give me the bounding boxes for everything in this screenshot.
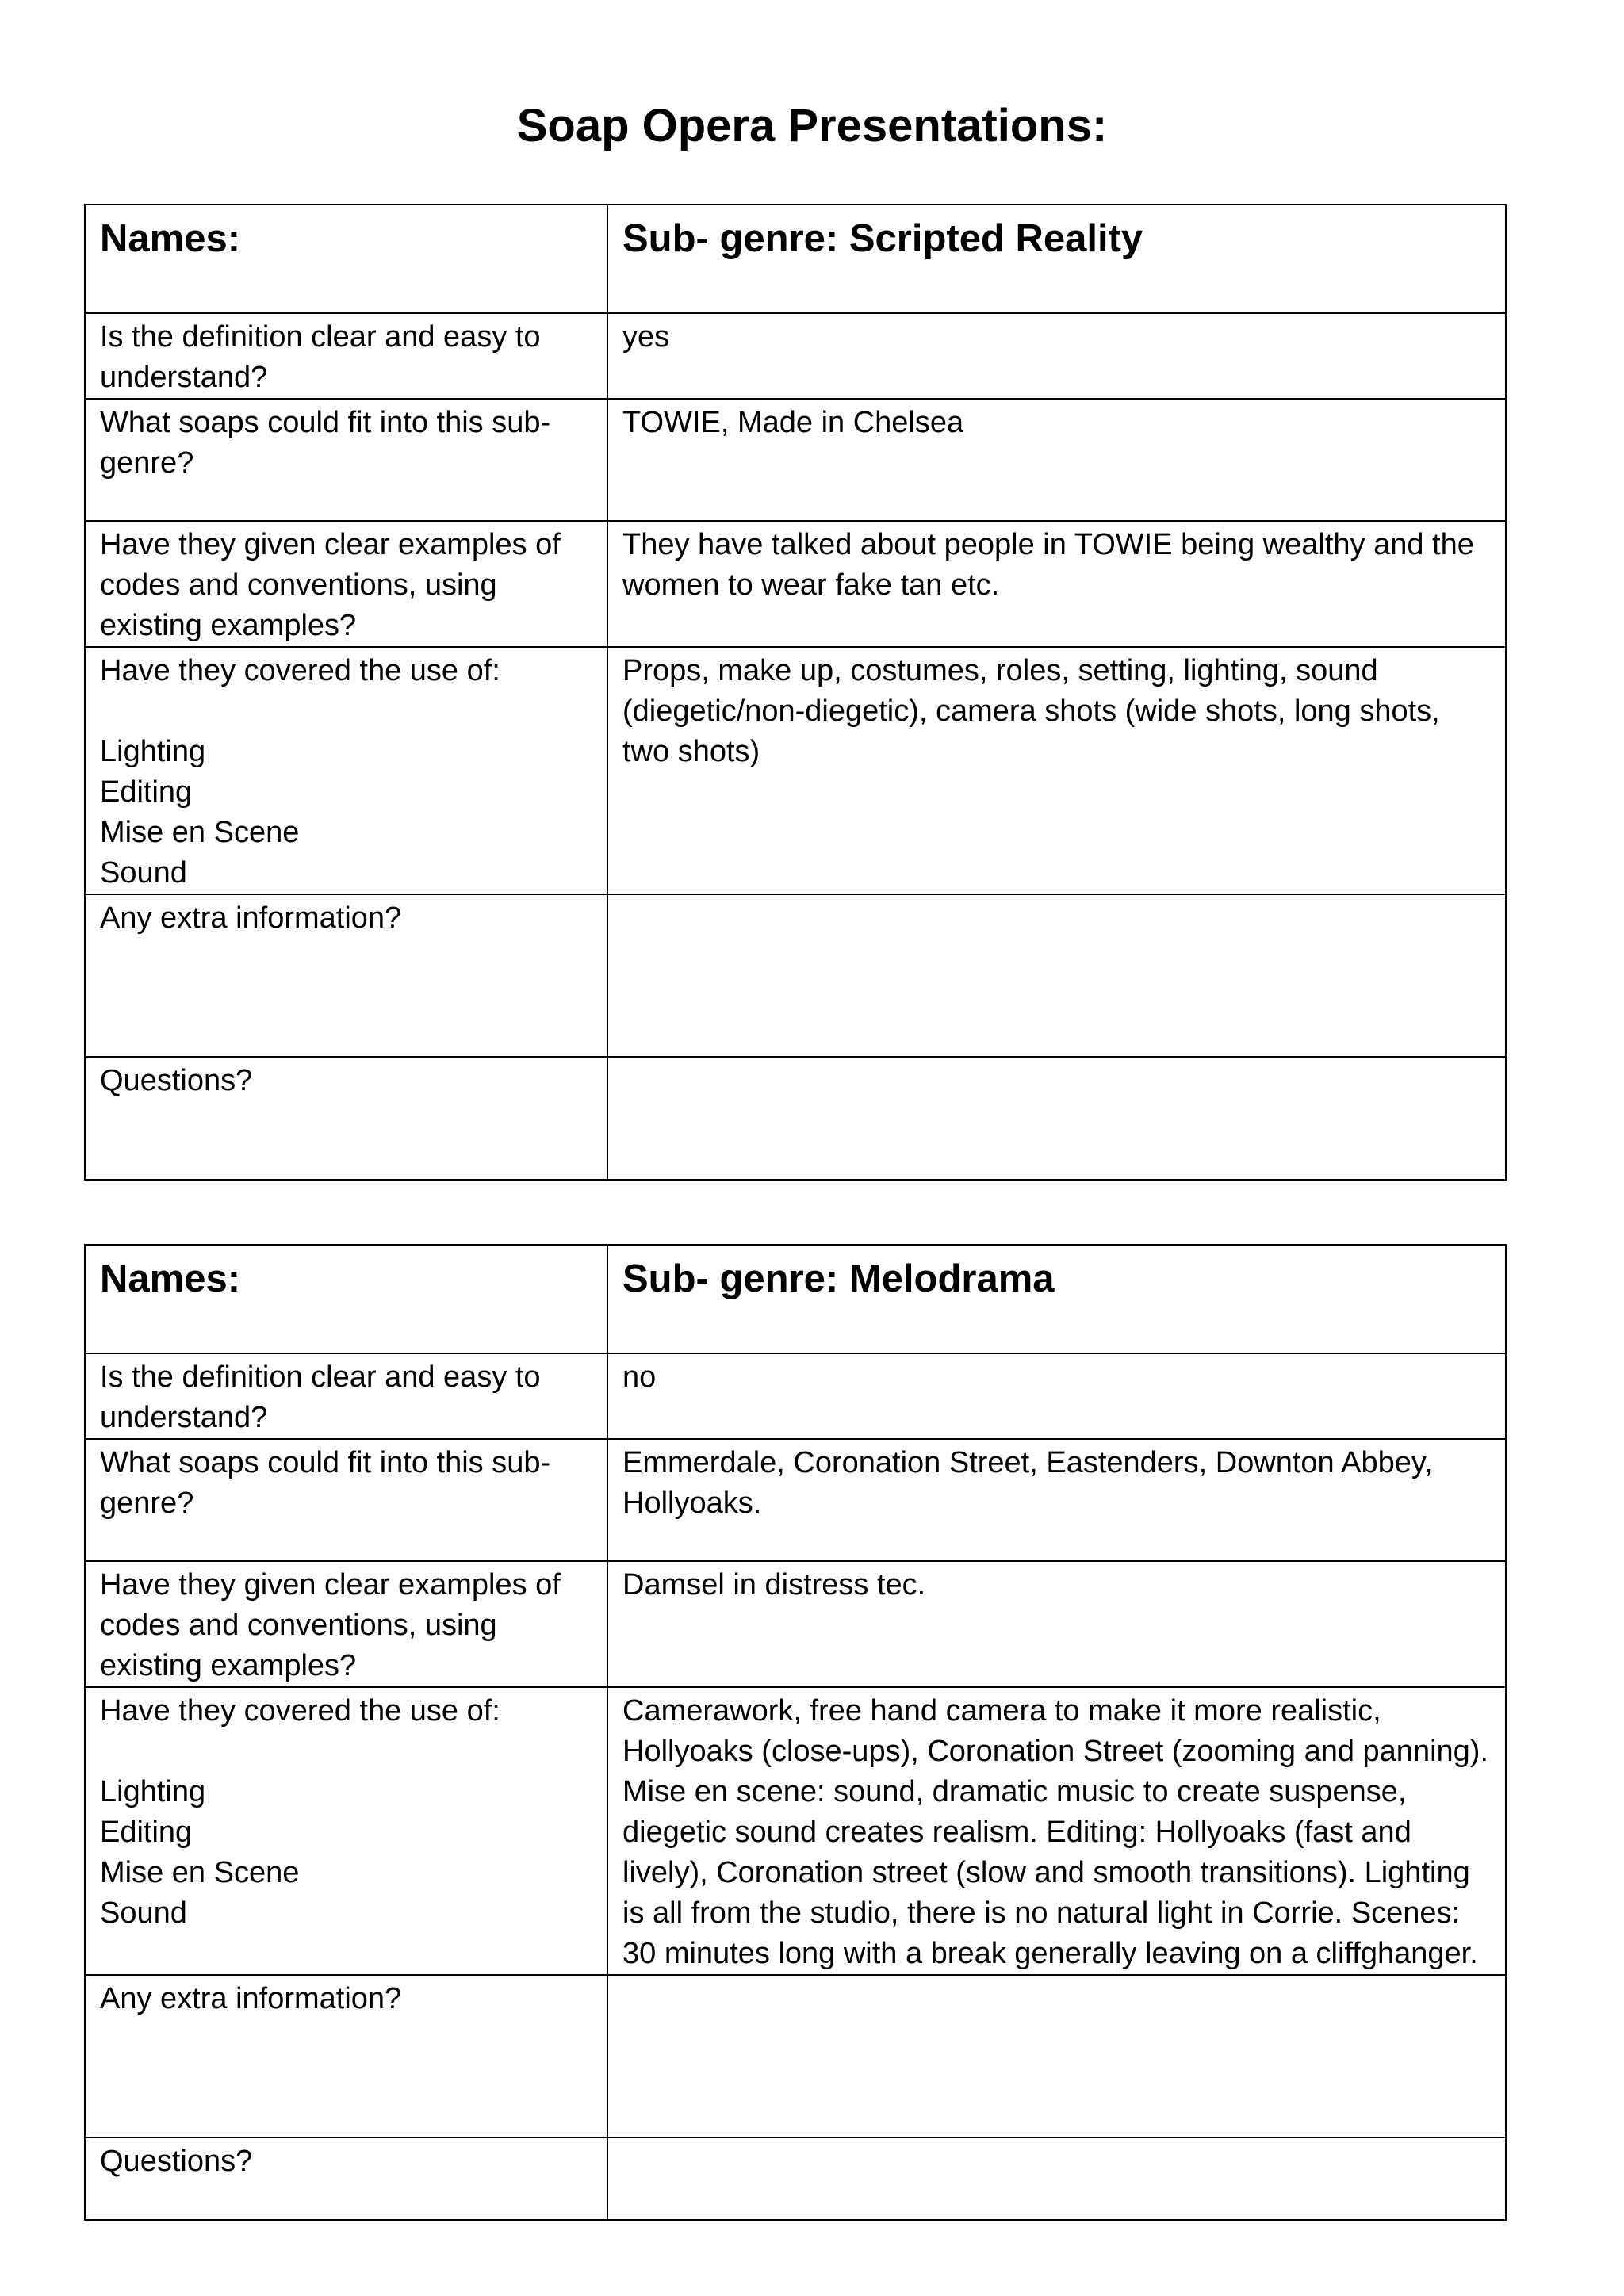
names-label: Names: (85, 205, 607, 313)
answer-questions (607, 1057, 1506, 1180)
answer-codes-conventions: They have talked about people in TOWIE being wealthy and the women to wear fake tan etc. (607, 521, 1506, 647)
answer-definition-clear: no (607, 1353, 1506, 1439)
covered-use-intro: Have they covered the use of: (100, 654, 500, 687)
names-label: Names: (85, 1245, 607, 1353)
question-definition-clear: Is the definition clear and easy to understand? (85, 1353, 607, 1439)
covered-item-sound: Sound (100, 856, 187, 890)
covered-item-editing: Editing (100, 775, 193, 809)
subgenre-label: Sub- genre: Scripted Reality (607, 205, 1506, 313)
table-row (85, 313, 1506, 399)
answer-definition-clear: yes (607, 313, 1506, 399)
question-soaps-fit: What soaps could fit into this sub-genre? (85, 399, 607, 521)
question-codes-conventions: Have they given clear examples of codes and conventions, using existing examples? (85, 521, 607, 647)
covered-use-intro: Have they covered the use of: (100, 1694, 500, 1728)
table-row (85, 521, 1506, 647)
question-soaps-fit: What soaps could fit into this sub-genre? (85, 1439, 607, 1561)
covered-item-sound: Sound (100, 1896, 187, 1930)
question-extra-information: Any extra information? (85, 894, 607, 1057)
answer-questions (607, 2137, 1506, 2220)
table-row (85, 1057, 1506, 1180)
table-row (85, 2137, 1506, 2220)
table-header-row (85, 1245, 1506, 1353)
question-covered-use (85, 1687, 607, 1975)
answer-covered-use: Camerawork, free hand camera to make it more realistic, Hollyoaks (close-ups), Coronation Street (zooming and panning). Mise en scene: sound, dramatic music to create suspense, diegetic sound creates realism. Editing: Hollyoaks (fast and lively), Coronation street (slow and smooth transitions). Lighting is all from the studio, there is no natural light in Corrie. Scenes: 30 minutes long with a break generally leaving on a cliffghanger. (607, 1687, 1506, 1975)
covered-item-lighting: Lighting (100, 1775, 206, 1808)
question-codes-conventions: Have they given clear examples of codes and conventions, using existing examples? (85, 1561, 607, 1687)
answer-codes-conventions: Damsel in distress tec. (607, 1561, 1506, 1687)
table-row (85, 1353, 1506, 1439)
covered-item-mise-en-scene: Mise en Scene (100, 1856, 300, 1889)
presentation-table-scripted-reality (84, 204, 1507, 1181)
covered-item-lighting: Lighting (100, 735, 206, 768)
subgenre-label: Sub- genre: Melodrama (607, 1245, 1506, 1353)
question-covered-use (85, 647, 607, 894)
table-row (85, 894, 1506, 1057)
table-row (85, 399, 1506, 521)
question-questions: Questions? (85, 2137, 607, 2220)
question-questions: Questions? (85, 1057, 607, 1180)
table-row (85, 647, 1506, 894)
answer-soaps-fit: Emmerdale, Coronation Street, Eastenders, Downton Abbey, Hollyoaks. (607, 1439, 1506, 1561)
page-title: Soap Opera Presentations: (516, 100, 1108, 151)
table-row (85, 1687, 1506, 1975)
question-extra-information: Any extra information? (85, 1975, 607, 2137)
covered-item-mise-en-scene: Mise en Scene (100, 816, 300, 849)
covered-item-editing: Editing (100, 1816, 193, 1849)
answer-extra-information (607, 894, 1506, 1057)
answer-covered-use: Props, make up, costumes, roles, setting, lighting, sound (diegetic/non-diegetic), camera shots (wide shots, long shots, two shots) (607, 647, 1506, 894)
answer-soaps-fit: TOWIE, Made in Chelsea (607, 399, 1506, 521)
question-definition-clear: Is the definition clear and easy to understand? (85, 313, 607, 399)
presentation-table-melodrama (84, 1244, 1507, 2221)
table-row (85, 1975, 1506, 2137)
table-row (85, 1439, 1506, 1561)
table-row (85, 1561, 1506, 1687)
table-header-row (85, 205, 1506, 313)
answer-extra-information (607, 1975, 1506, 2137)
